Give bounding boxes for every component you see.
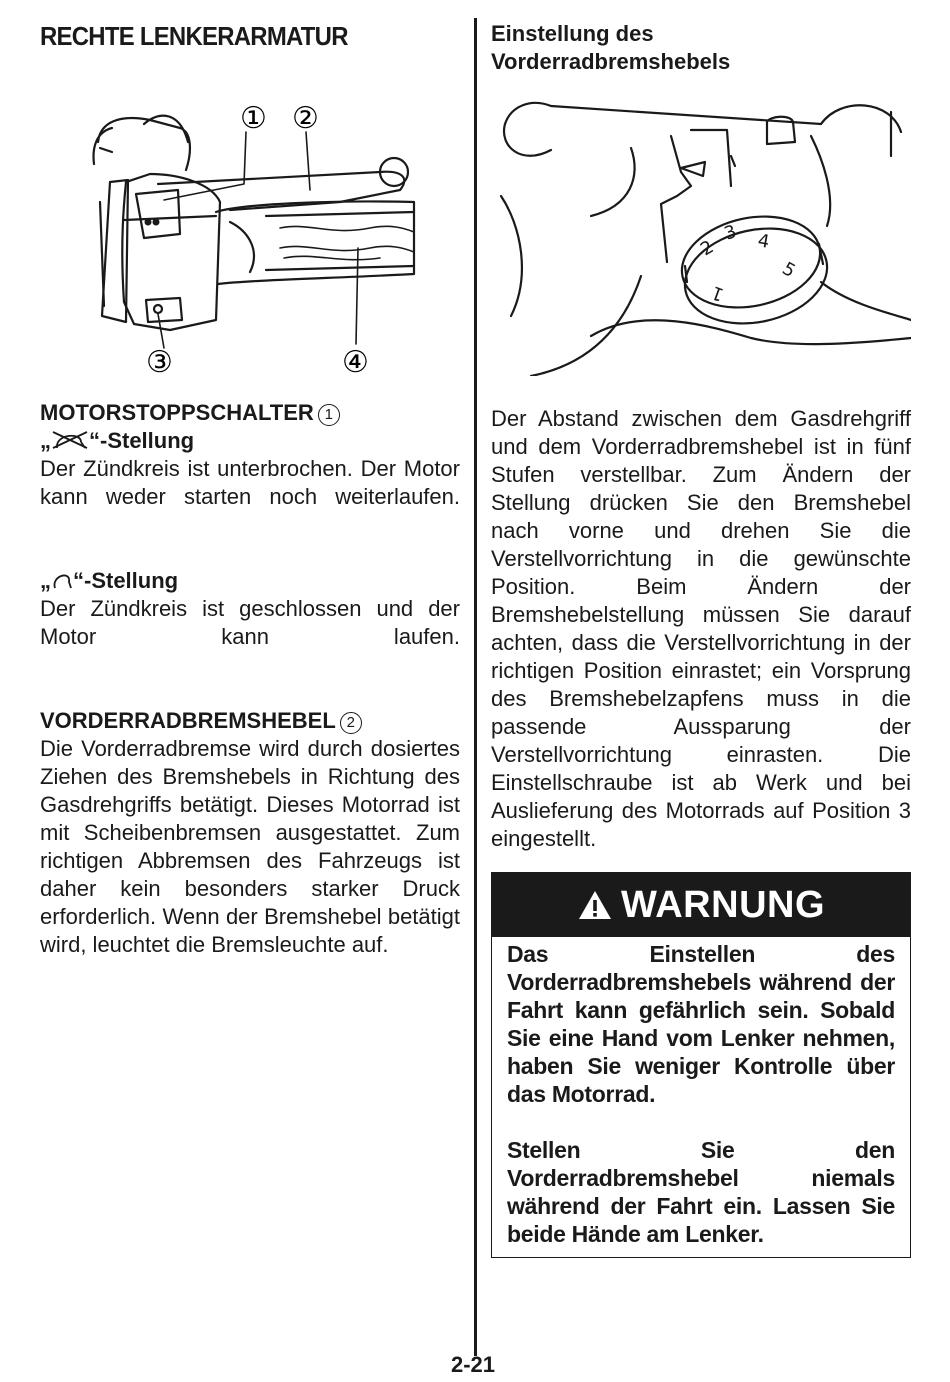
position-run-quote: „: [40, 568, 51, 593]
engine-stop-icon: [51, 430, 89, 450]
warning-title: WARNUNG: [620, 883, 826, 926]
dial-number-2: 2: [697, 236, 718, 261]
right-column: [491, 20, 911, 853]
brake-lever-number: 2: [340, 712, 362, 734]
brake-adjuster-figure: [491, 76, 911, 376]
warning-body: [492, 937, 910, 1248]
position-off-heading: [40, 427, 460, 455]
page-title: RECHTE LENKERARMATUR: [40, 21, 348, 51]
engine-run-icon: [51, 570, 73, 590]
dial-number-3: 3: [721, 221, 740, 245]
warning-triangle-icon: [577, 889, 613, 921]
adjustment-heading-line2: Vorderradbremshebels: [491, 49, 731, 74]
dial-number-5: 5: [778, 258, 799, 283]
dial-number-1: 1: [708, 281, 727, 306]
handlebar-switch-illustration: [40, 52, 460, 377]
position-run-text: Der Zündkreis ist geschlossen und der Motor kann laufen.: [40, 596, 460, 649]
warning-paragraph-1: Das Einstellen des Vorderradbremshebels während der Fahrt kann gefährlich sein. Sobald Sie eine Hand vom Lenker nehmen, haben Sie weniger Kontrolle über das Motorrad.: [507, 941, 895, 1107]
position-off-quote: „: [40, 428, 51, 453]
brake-lever-heading-text: VORDERRADBREMSHEBEL: [40, 708, 336, 733]
brake-lever-text: Die Vorderradbremse wird durch dosiertes Ziehen des Bremshebels in Richtung des Gasdrehgriffs betätigt. Dieses Motorrad ist mit Scheibenbremsen ausgestattet. Zum richtigen Abbremsen des Fahrzeugs ist daher kein besonders starker Druck erforderlich. Wenn der Bremshebel betätigt wird, leuchtet die Bremsleuchte auf.: [40, 736, 460, 957]
adjustment-text: Der Abstand zwischen dem Gasdrehgriff und dem Vorderradbremshebel ist in fünf Stufen verstellbar. Zum Ändern der Stellung drücken Sie den Bremshebel nach vorne und drehen Sie die Verstellvorrichtung in die gewünschte Position. Beim Ändern der Bremshebelstellung müssen Sie darauf achten, dass die Verstellvorrichtung in der richtigen Position einrastet; ein Vorsprung des Bremshebelzapfens muss in die passende Aussparung der Verstellvorrichtung einrasten. Die Einstellschraube ist ab Werk und bei Auslieferung des Motorrads auf Position 3 eingestellt.: [491, 406, 911, 851]
callout-2: ②: [292, 101, 319, 136]
position-off-text: Der Zündkreis ist unterbrochen. Der Motor kann weder starten noch weiterlaufen.: [40, 456, 460, 509]
adjustment-heading-line1: Einstellung des: [491, 21, 654, 46]
warning-box: [491, 872, 911, 1258]
left-column: [40, 20, 460, 959]
page-number: 2-21: [451, 1352, 496, 1377]
warning-paragraph-2: Stellen Sie den Vorderradbremshebel niemals während der Fahrt ein. Lassen Sie beide Hände am Lenker.: [507, 1137, 895, 1247]
callout-4: ④: [342, 345, 369, 377]
position-run-label: “-Stellung: [73, 568, 179, 593]
callout-3: ③: [146, 345, 173, 377]
position-off-label: “-Stellung: [89, 428, 195, 453]
dial-number-4: 4: [756, 230, 772, 253]
brake-adjuster-illustration: [491, 76, 911, 376]
motorstop-heading-text: MOTORSTOPPSCHALTER: [40, 400, 314, 425]
callout-1: ①: [240, 101, 267, 136]
column-divider: [474, 18, 477, 1356]
warning-header: [492, 873, 910, 937]
brake-lever-heading: [40, 707, 460, 735]
handlebar-figure: [40, 52, 460, 377]
motorstop-heading: [40, 399, 460, 427]
position-run-heading: [40, 567, 460, 595]
motorstop-number: 1: [318, 404, 340, 426]
